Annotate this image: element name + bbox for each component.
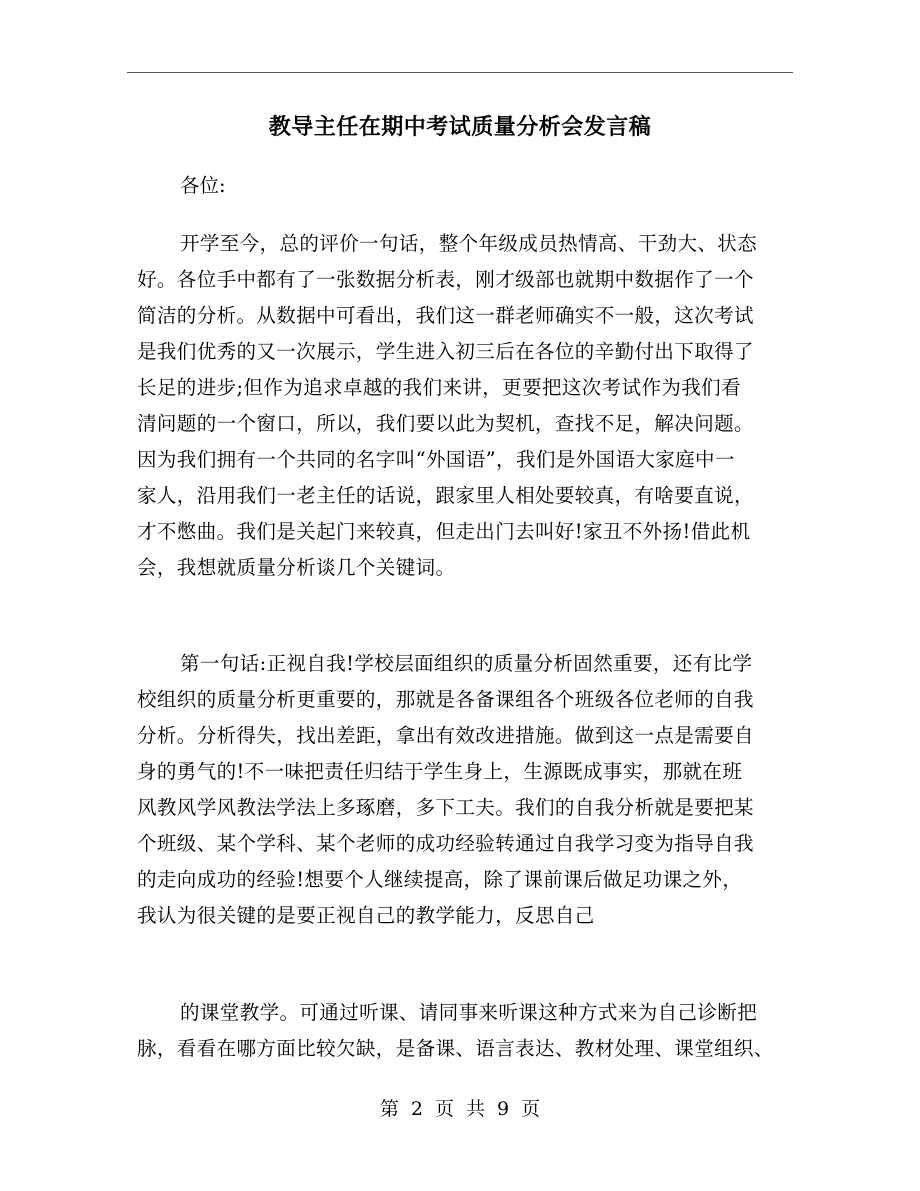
document-title: 教导主任在期中考试质量分析会发言稿: [268, 114, 652, 140]
paragraph-line: 校组织的质量分析更重要的，那就是各备课组各个班级各位老师的自我: [137, 688, 754, 711]
paragraph-line: 因为我们拥有一个共同的名字叫“外国语”，我们是外国语大家庭中一: [137, 448, 735, 471]
paragraph-line: 清问题的一个窗口，所以，我们要以此为契机，查找不足，解决问题。: [137, 412, 754, 435]
paragraph-line: 身的勇气的!不一味把责任归结于学生身上，生源既成事实，那就在班: [137, 760, 743, 783]
paragraph-line: 家人，沿用我们一老主任的话说，跟家里人相处要较真，有啥要直说，: [137, 484, 754, 507]
salutation: 各位:: [180, 174, 226, 197]
paragraph-line: 的走向成功的经验!想要个人继续提高，除了课前课后做足功课之外，: [137, 868, 743, 891]
paragraph-line: 会，我想就质量分析谈几个关键词。: [137, 556, 456, 579]
paragraph-line: 好。各位手中都有了一张数据分析表，刚才级部也就期中数据作了一个: [137, 268, 754, 291]
paragraph-line: 的课堂教学。可通过听课、请同事来听课这种方式来为自己诊断把: [180, 1001, 758, 1024]
paragraph-line: 风教风学风教法学法上多琢磨，多下工夫。我们的自我分析就是要把某: [137, 796, 754, 819]
paragraph-line: 长足的进步;但作为追求卓越的我们来讲，更要把这次考试作为我们看: [137, 376, 741, 399]
paragraph-line: 开学至今，总的评价一句话，整个年级成员热情高、干劲大、状态: [180, 232, 758, 255]
paragraph-line: 第一句话:正视自我!学校层面组织的质量分析固然重要，还有比学: [180, 652, 753, 675]
paragraph-line: 才不憋曲。我们是关起门来较真，但走出门去叫好!家丑不外扬!借此机: [137, 520, 751, 543]
paragraph-3: [137, 995, 797, 1067]
header-rule: [127, 72, 793, 73]
paragraph-1: [137, 226, 797, 586]
paragraph-line: 个班级、某个学科、某个老师的成功经验转通过自我学习变为指导自我: [137, 832, 754, 855]
paragraph-line: 是我们优秀的又一次展示，学生进入初三后在各位的辛勤付出下取得了: [137, 340, 754, 363]
paragraph-line: 简洁的分析。从数据中可看出，我们这一群老师确实不一般，这次考试: [137, 304, 754, 327]
paragraph-line: 脉，看看在哪方面比较欠缺，是备课、语言表达、教材处理、课堂组织、: [137, 1037, 774, 1060]
page-number: 第 2 页 共 9 页: [379, 1098, 541, 1120]
paragraph-2: [137, 646, 797, 934]
paragraph-line: 我认为很关键的是要正视自己的教学能力，反思自己: [137, 904, 595, 927]
paragraph-line: 分析。分析得失，找出差距，拿出有效改进措施。做到这一点是需要自: [137, 724, 754, 747]
